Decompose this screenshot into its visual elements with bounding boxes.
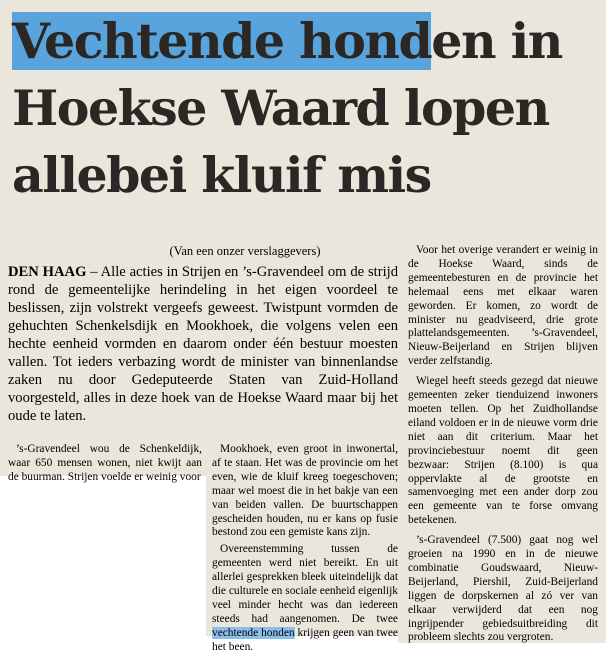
lead-text: – Alle acties in Strijen en ’s-Gravendeel om de strijd rond de gemeentelijke herindeling in het eigen voordeel te beslissen, zijn volstrekt vergeefs geweest. Twistpunt vormden de gehuchten Schenkelsdijk en Mookhoek, die volgens velen een hechte eenheid vormden en daarom onder één bestuur moesten vallen. Tot ieders verbazing wordt de minister van binnenlandse zaken nu door Gedeputeerde Staten van Zuid-Holland voorgesteld, alles in deze hoek van de Hoekse Waard maar bij het oude te laten. <box>8 264 398 424</box>
column-2 <box>212 443 398 658</box>
column-2-paragraph-1: Mookhoek, even groot in inwonertal, af te staan. Het was de provincie om het even, wie de kluif kreeg toegeschoven; maar wel moest die in het bakje van een van beiden vallen. De buurtschappen gescheiden houden, nu er kans op fusie bestond zou een gemiste kans zijn. <box>212 443 398 539</box>
column-1 <box>8 443 202 488</box>
headline-line-3: allebei kluif mis <box>12 146 431 204</box>
headline-line-2: Hoekse Waard lopen <box>12 79 549 137</box>
headline-highlight: Vechtende hond <box>12 12 432 70</box>
column-1-paragraph: ’s-Gravendeel wou de Schenkeldijk, waar 650 mensen wonen, niet kwijt aan de buurman. Strijen voelde er weinig voor <box>8 443 202 483</box>
headline-line-1: Vechtende honden in <box>12 12 562 70</box>
byline: (Van een onzer verslaggevers) <box>169 244 321 258</box>
column-3-paragraph-2: Wiegel heeft steeds gezegd dat nieuwe gemeenten zeker tienduizend inwoners moeten tellen. Op het Zuidhollandse eiland voldoen er in de nieuwe vorm drie niet aan dit criterium. Maar het provinciebestuur noemt dit geen bezwaar: Strijen (8.100) is qua oppervlakte al de grootste en samenvoeging met een ander dorp zou een gemeente van te forse omvang betekenen. <box>408 375 598 527</box>
body-highlight: vechtende honden <box>212 626 295 639</box>
column-3 <box>408 244 598 651</box>
column-3-paragraph-1: Voor het overige verandert er weinig in de Hoekse Waard, sinds de gemeentebesturen en de provincie het helemaal eens met elkaar waren geworden. Er komen, zo wordt de minister nu geadviseerd, drie grote plattelandsgemeenten. ’s-Gravendeel, Nieuw-Beijerland en Strijen blijven verder zelfstandig. <box>408 244 598 368</box>
column-3-paragraph-3: ’s-Gravendeel (7.500) gaat nog wel groeien na 1990 en in de nieuwe combinatie Goudswaard, Nieuw-Beijerland, Piershil, Zuid-Beijerland liggen de dorpskernen al zó ver van elkaar verwijderd dat een nog ingrijpender gebiedsuitbreiding dit probleem slechts zou vergroten. <box>408 534 598 644</box>
headline <box>12 8 602 209</box>
lead-paragraph <box>8 263 398 425</box>
dateline: DEN HAAG <box>8 264 87 280</box>
column-2-paragraph-2: Overeenstemming tussen de gemeenten werd niet bereikt. En uit allerlei gesprekken bleek uiteindelijk dat die culturele en sociale eenheid eigenlijk veel minder hecht was dan iedereen steeds had aangenomen. De twee vechtende honden krijgen geen van twee het been. <box>212 543 398 653</box>
